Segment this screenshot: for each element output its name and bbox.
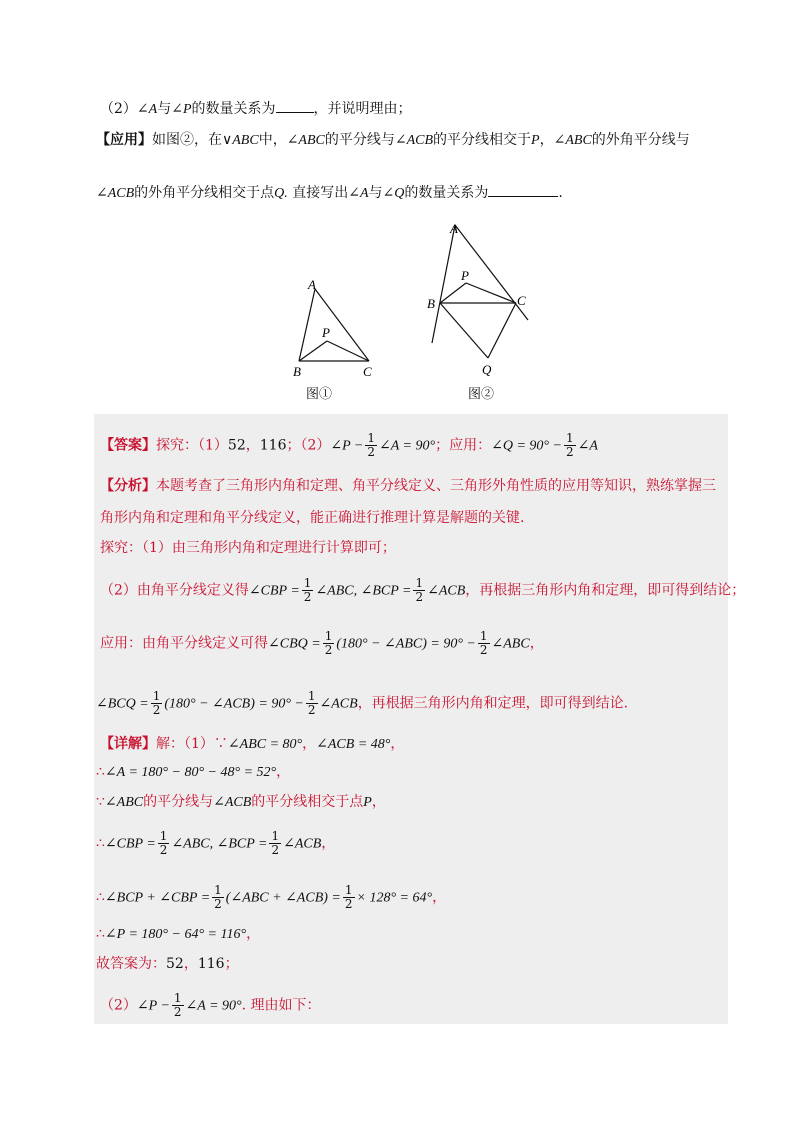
fig2-label-a: A (450, 221, 458, 236)
fig2-side-ab-extended (432, 225, 455, 343)
fig2-label-c: C (517, 293, 526, 308)
fraction-half: $\frac{1}{2}$ (565, 431, 574, 459)
fraction-half: $\frac{1}{2}$ (367, 431, 376, 459)
fig1-label-b: B (293, 364, 301, 379)
fig1-label-p: P (322, 325, 330, 340)
fraction-half: $\frac{1}{2}$ (271, 829, 280, 857)
fig2-bisector-bp (440, 283, 466, 303)
fraction-half: $\frac{1}{2}$ (152, 689, 161, 717)
fraction-half: $\frac{1}{2}$ (214, 883, 222, 911)
fig2-ext-bisector-bq (440, 303, 488, 358)
fig1-label-a: A (308, 277, 316, 292)
figure-2-caption: 图② (468, 387, 495, 402)
fraction-half: $\frac{1}{2}$ (479, 629, 488, 657)
answer-blank-2 (488, 182, 558, 197)
answer-line: 【答案】探究：（1）52，116；（2）∠P − $\frac{1}{2}$ ∠A = 90°；应用：∠Q = 90° − $\frac{1}{2}$ ∠A (100, 431, 598, 459)
analysis-line-2: 角形内角和定理和角平分线定义，能正确进行推理计算是解题的关键. (100, 510, 525, 526)
fraction-half: $\frac{1}{2}$ (324, 629, 333, 657)
detail-line-8: （2）∠P − $\frac{1}{2}$ ∠A = 90°. 理由如下： (100, 991, 321, 1019)
fig1-bisector-cp (327, 341, 369, 361)
fig2-ext-bisector-cq (488, 303, 516, 358)
fraction-half: $\frac{1}{2}$ (303, 576, 312, 604)
detail-line-5: ∴∠BCP + ∠CBP = $\frac{1}{2}$ (∠ABC + ∠ACB) = $\frac{1}{2}$ × 128° = 64°， (96, 883, 447, 911)
answer-blank-1 (276, 98, 314, 113)
fraction-half: $\frac{1}{2}$ (415, 576, 424, 604)
analysis-line-5: 应用：由角平分线定义可得∠CBQ = $\frac{1}{2}$ (180° − ∠ABC) = 90° − $\frac{1}{2}$ ∠ABC， (100, 629, 544, 657)
analysis-line-4: （2）由角平分线定义得∠CBP = $\frac{1}{2}$ ∠ABC, ∠BCP = $\frac{1}{2}$ ∠ACB，再根据三角形内角和定理，即可得到结论； (100, 576, 746, 604)
fig2-label-q: Q (482, 362, 492, 377)
fraction-half: $\frac{1}{2}$ (173, 991, 182, 1019)
fraction-half: $\frac{1}{2}$ (159, 829, 168, 857)
detail-line-7: 故答案为：52，116； (96, 956, 239, 972)
detail-line-2: ∴∠A = 180° − 80° − 48° = 52°， (96, 764, 291, 780)
fraction-half: $\frac{1}{2}$ (307, 689, 316, 717)
fig2-bisector-cp (466, 283, 516, 303)
fig1-label-c: C (363, 364, 372, 379)
detail-line-6: ∴∠P = 180° − 64° = 116°， (96, 926, 261, 942)
detail-line-1: 【详解】解：（1）∵∠ABC = 80°，∠ACB = 48°， (100, 736, 405, 752)
application-line-2: ∠ACB的外角平分线相交于点Q. 直接写出∠A与∠Q的数量关系为 . (96, 182, 563, 204)
detail-line-3: ∵∠ABC的平分线与∠ACB的平分线相交于点P， (96, 794, 386, 810)
figure-2 (420, 215, 540, 385)
figure-1 (285, 275, 385, 405)
application-line-1: 【应用】如图②，在∨ABC中，∠ABC的平分线与∠ACB的平分线相交于P，∠ABC的外角平分线与 (96, 132, 690, 148)
fraction-half: $\frac{1}{2}$ (344, 883, 353, 911)
analysis-line-3: 探究：（1）由三角形内角和定理进行计算即可； (100, 540, 396, 556)
analysis-line-1: 【分析】本题考查了三角形内角和定理、角平分线定义、三角形外角性质的应用等知识，熟练掌握三 (100, 478, 716, 494)
fig1-side-ab (299, 289, 315, 361)
analysis-line-6: ∠BCQ = $\frac{1}{2}$ (180° − ∠ACB) = 90° − $\frac{1}{2}$ ∠ACB，再根据三角形内角和定理，即可得到结论. (96, 689, 629, 717)
fig2-label-b: B (427, 296, 435, 311)
question-2-line: （2）∠A与∠P的数量关系为 ，并说明理由； (100, 98, 412, 120)
fig2-label-p: P (461, 268, 469, 283)
figure-1-caption: 图① (306, 387, 333, 402)
detail-line-4: ∴∠CBP = $\frac{1}{2}$ ∠ABC, ∠BCP = $\frac{1}{2}$ ∠ACB， (96, 829, 336, 857)
